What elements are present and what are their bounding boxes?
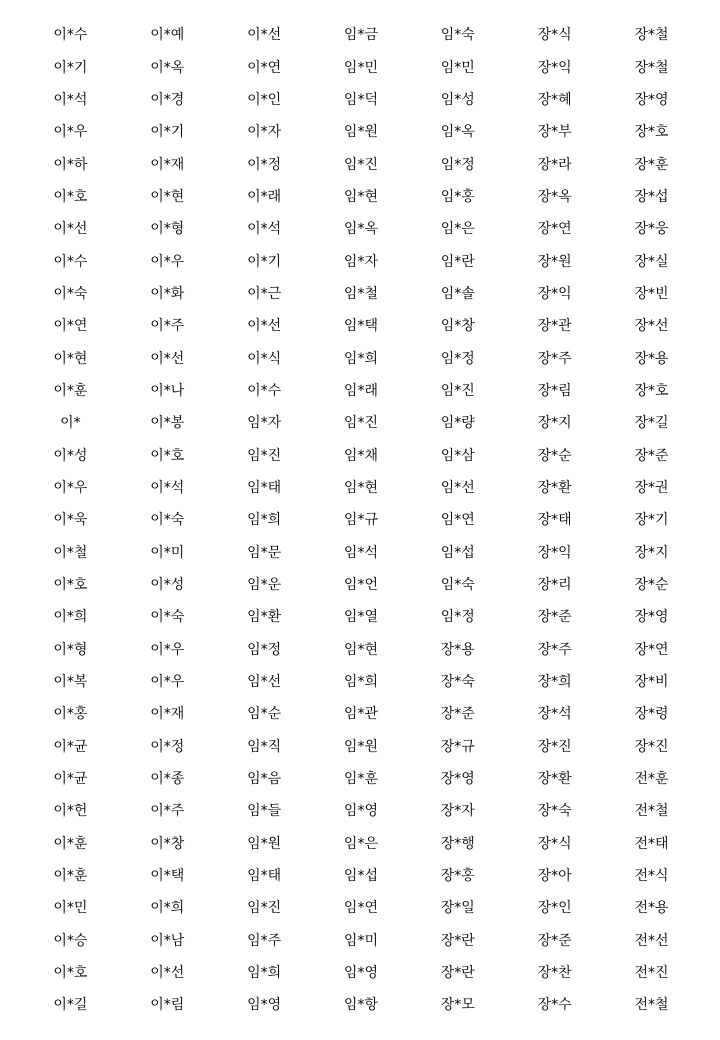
- name-cell: 장*준: [537, 932, 572, 949]
- table-row: [22, 925, 700, 957]
- table-row: [22, 213, 700, 245]
- table-row: [22, 698, 700, 730]
- name-cell: 임*은: [440, 221, 475, 238]
- name-cell: 이*철: [53, 544, 88, 561]
- name-cell: 임*희: [343, 350, 378, 367]
- name-cell: 임*홍: [440, 188, 475, 205]
- table-row: [22, 666, 700, 698]
- name-cell: 임*석: [343, 544, 378, 561]
- name-cell: 이*창: [150, 835, 185, 852]
- name-cell: 장*주: [537, 641, 572, 658]
- name-cell: 장*영: [440, 771, 475, 788]
- name-cell: 장*령: [634, 706, 669, 723]
- name-cell: 장*철: [634, 27, 669, 44]
- table-row: [22, 634, 700, 666]
- name-cell: 임*태: [247, 868, 282, 885]
- name-cell: 장*순: [634, 577, 669, 594]
- name-cell: 임*태: [247, 479, 282, 496]
- name-cell: 임*영: [343, 803, 378, 820]
- name-cell: 장*길: [634, 415, 669, 432]
- name-cell: 임*자: [247, 415, 282, 432]
- name-cell: 장*준: [634, 447, 669, 464]
- name-cell: 전*용: [634, 900, 669, 917]
- name-cell: 장*숙: [537, 803, 572, 820]
- name-cell: 이*정: [247, 156, 282, 173]
- table-row: [22, 245, 700, 277]
- name-cell: 장*숙: [440, 674, 475, 691]
- name-cell: 임*량: [440, 415, 475, 432]
- table-row: [22, 439, 700, 471]
- name-cell: 임*채: [343, 447, 378, 464]
- name-cell: 장*섭: [634, 188, 669, 205]
- name-cell: 이*현: [53, 350, 88, 367]
- name-cell: 이*기: [150, 124, 185, 141]
- name-cell: 임*직: [247, 738, 282, 755]
- name-cell: 이*옥: [150, 59, 185, 76]
- name-cell: 이*선: [150, 350, 185, 367]
- name-cell: 임*숙: [440, 577, 475, 594]
- name-cell: 임*운: [247, 577, 282, 594]
- name-cell: 이*우: [150, 641, 185, 658]
- name-cell: 임*택: [343, 318, 378, 335]
- name-cell: 임*철: [343, 285, 378, 302]
- name-cell: 임*원: [247, 835, 282, 852]
- name-cell: 장*익: [537, 544, 572, 561]
- name-cell: 이*헌: [53, 803, 88, 820]
- name-cell: 이*균: [53, 771, 88, 788]
- name-cell: 임*원: [343, 738, 378, 755]
- name-cell: 이*인: [247, 91, 282, 108]
- name-cell: 이*종: [150, 771, 185, 788]
- name-cell: 이*호: [150, 447, 185, 464]
- name-cell: 임*영: [343, 965, 378, 982]
- name-cell: 장*권: [634, 479, 669, 496]
- name-cell: 장*실: [634, 253, 669, 270]
- name-cell: 전*선: [634, 932, 669, 949]
- name-cell: 장*환: [537, 771, 572, 788]
- name-cell: 이*형: [150, 221, 185, 238]
- name-cell: 이*우: [150, 674, 185, 691]
- name-cell: 이*화: [150, 285, 185, 302]
- name-cell: 임*규: [343, 512, 378, 529]
- name-cell: 이*욱: [53, 512, 88, 529]
- name-cell: 전*식: [634, 868, 669, 885]
- name-cell: 임*희: [247, 512, 282, 529]
- name-cell: 이*자: [247, 124, 282, 141]
- name-cell: 이*성: [150, 577, 185, 594]
- name-cell: 임*환: [247, 609, 282, 626]
- name-cell: 임*현: [343, 188, 378, 205]
- name-cell: 이*예: [150, 27, 185, 44]
- name-cell: 이*복: [53, 674, 88, 691]
- name-cell: 이*수: [247, 382, 282, 399]
- name-cell: 임*미: [343, 932, 378, 949]
- table-row: [22, 601, 700, 633]
- name-cell: 임*정: [440, 609, 475, 626]
- table-row: [22, 375, 700, 407]
- name-cell: 임*희: [343, 674, 378, 691]
- name-cell: 임*진: [247, 447, 282, 464]
- name-cell: 이*선: [247, 318, 282, 335]
- name-cell: 장*수: [537, 997, 572, 1014]
- table-row: [22, 19, 700, 51]
- name-cell: 이*숙: [150, 609, 185, 626]
- name-cell: 이*우: [53, 479, 88, 496]
- name-cell: 장*진: [537, 738, 572, 755]
- name-cell: 임*금: [343, 27, 378, 44]
- name-cell: 장*림: [537, 382, 572, 399]
- name-cell: 이*숙: [150, 512, 185, 529]
- name-cell: 장*찬: [537, 965, 572, 982]
- name-cell: 이*홍: [53, 706, 88, 723]
- name-cell: 장*용: [634, 350, 669, 367]
- table-row: [22, 828, 700, 860]
- name-cell: 장*연: [537, 221, 572, 238]
- name-cell: 장*아: [537, 868, 572, 885]
- name-cell: 장*비: [634, 674, 669, 691]
- name-cell: 장*진: [634, 738, 669, 755]
- table-row: [22, 407, 700, 439]
- name-cell: 이*재: [150, 706, 185, 723]
- name-cell: 임*연: [343, 900, 378, 917]
- name-cell: 임*숙: [440, 27, 475, 44]
- name-cell: 전*진: [634, 965, 669, 982]
- name-cell: 이*기: [53, 59, 88, 76]
- name-cell: 임*문: [247, 544, 282, 561]
- name-cell: 이*연: [53, 318, 88, 335]
- name-cell: 이*우: [150, 253, 185, 270]
- name-grid: [22, 19, 700, 1022]
- name-cell: 이*수: [53, 27, 88, 44]
- name-cell: 이*석: [247, 221, 282, 238]
- name-cell: 이*승: [53, 932, 88, 949]
- name-cell: 장*용: [440, 641, 475, 658]
- table-row: [22, 84, 700, 116]
- name-cell: 장*빈: [634, 285, 669, 302]
- name-cell: 장*영: [634, 91, 669, 108]
- name-cell: 임*삼: [440, 447, 475, 464]
- table-row: [22, 148, 700, 180]
- name-cell: 장*철: [634, 59, 669, 76]
- name-cell: 임*훈: [343, 771, 378, 788]
- name-cell: 이*훈: [53, 835, 88, 852]
- name-cell: 임*옥: [440, 124, 475, 141]
- name-cell: 이*선: [53, 221, 88, 238]
- name-cell: 임*섭: [440, 544, 475, 561]
- name-cell: 임*현: [343, 641, 378, 658]
- name-cell: 임*덕: [343, 91, 378, 108]
- name-cell: 장*순: [537, 447, 572, 464]
- name-cell: 이*기: [247, 253, 282, 270]
- name-cell: 장*라: [537, 156, 572, 173]
- name-cell: 임*원: [343, 124, 378, 141]
- name-cell: 장*부: [537, 124, 572, 141]
- name-cell: 임*진: [440, 382, 475, 399]
- name-cell: 이*형: [53, 641, 88, 658]
- name-cell: 장*리: [537, 577, 572, 594]
- name-cell: 이*훈: [53, 868, 88, 885]
- name-cell: 이*균: [53, 738, 88, 755]
- name-cell: 이*연: [247, 59, 282, 76]
- name-cell: 장*일: [440, 900, 475, 917]
- table-row: [22, 795, 700, 827]
- name-cell: 이*희: [53, 609, 88, 626]
- name-cell: 임*정: [440, 350, 475, 367]
- name-cell: 임*진: [343, 415, 378, 432]
- name-cell: 장*란: [440, 965, 475, 982]
- name-cell: 이*호: [53, 577, 88, 594]
- name-cell: 이*정: [150, 738, 185, 755]
- name-cell: 이*민: [53, 900, 88, 917]
- name-cell: 장*준: [537, 609, 572, 626]
- name-cell: 장*호: [634, 382, 669, 399]
- name-cell: 임*창: [440, 318, 475, 335]
- name-cell: 장*식: [537, 835, 572, 852]
- table-row: [22, 763, 700, 795]
- name-cell: 이*우: [53, 124, 88, 141]
- name-cell: 장*태: [537, 512, 572, 529]
- name-cell: 이*길: [53, 997, 88, 1014]
- name-cell: 장*인: [537, 900, 572, 917]
- name-cell: 임*선: [440, 479, 475, 496]
- table-row: [22, 504, 700, 536]
- name-cell: 장*환: [537, 479, 572, 496]
- name-cell: 이*훈: [53, 382, 88, 399]
- name-cell: 임*자: [343, 253, 378, 270]
- name-cell: 임*순: [247, 706, 282, 723]
- name-cell: 임*언: [343, 577, 378, 594]
- name-cell: 임*민: [440, 59, 475, 76]
- name-cell: 임*진: [247, 900, 282, 917]
- name-cell: 임*정: [247, 641, 282, 658]
- name-cell: 임*음: [247, 771, 282, 788]
- name-cell: 장*선: [634, 318, 669, 335]
- name-cell: 장*익: [537, 59, 572, 76]
- name-cell: 이*래: [247, 188, 282, 205]
- table-row: [22, 537, 700, 569]
- name-cell: 전*태: [634, 835, 669, 852]
- table-row: [22, 989, 700, 1021]
- name-cell: 임*솔: [440, 285, 475, 302]
- name-cell: 이*나: [150, 382, 185, 399]
- name-cell: 임*섭: [343, 868, 378, 885]
- name-cell: 장*연: [634, 641, 669, 658]
- name-cell: 전*철: [634, 997, 669, 1014]
- name-cell: 이*수: [53, 253, 88, 270]
- name-cell: 장*영: [634, 609, 669, 626]
- name-cell: 이*남: [150, 932, 185, 949]
- name-cell: 이*택: [150, 868, 185, 885]
- table-row: [22, 892, 700, 924]
- name-cell: 이*선: [150, 965, 185, 982]
- name-cell: 장*호: [634, 124, 669, 141]
- name-cell: 장*지: [537, 415, 572, 432]
- name-cell: 장*옥: [537, 188, 572, 205]
- table-row: [22, 569, 700, 601]
- name-cell: 이*석: [53, 91, 88, 108]
- table-row: [22, 310, 700, 342]
- name-cell: 이*호: [53, 965, 88, 982]
- name-cell: 장*홍: [440, 868, 475, 885]
- name-cell: 이*현: [150, 188, 185, 205]
- name-cell: 장*웅: [634, 221, 669, 238]
- name-cell: 장*란: [440, 932, 475, 949]
- name-cell: 장*익: [537, 285, 572, 302]
- name-cell: 장*주: [537, 350, 572, 367]
- name-cell: 이*선: [247, 27, 282, 44]
- name-cell: 장*모: [440, 997, 475, 1014]
- name-cell: 임*래: [343, 382, 378, 399]
- name-cell: 임*열: [343, 609, 378, 626]
- name-cell: 장*원: [537, 253, 572, 270]
- name-cell: 장*희: [537, 674, 572, 691]
- name-cell: 장*지: [634, 544, 669, 561]
- name-cell: 장*식: [537, 27, 572, 44]
- name-cell: 장*규: [440, 738, 475, 755]
- table-row: [22, 472, 700, 504]
- name-cell: 이*근: [247, 285, 282, 302]
- name-cell: 이*경: [150, 91, 185, 108]
- table-row: [22, 51, 700, 83]
- name-cell: 임*성: [440, 91, 475, 108]
- name-cell: 이*주: [150, 318, 185, 335]
- name-cell: 임*연: [440, 512, 475, 529]
- name-cell: 장*행: [440, 835, 475, 852]
- name-cell: 임*희: [247, 965, 282, 982]
- name-cell: 이*봉: [150, 415, 185, 432]
- name-grid-body: [22, 19, 700, 1022]
- name-cell: 임*항: [343, 997, 378, 1014]
- name-cell: 임*주: [247, 932, 282, 949]
- table-row: [22, 342, 700, 374]
- table-row: [22, 181, 700, 213]
- table-row: [22, 957, 700, 989]
- table-row: [22, 860, 700, 892]
- name-cell: 이*식: [247, 350, 282, 367]
- table-row: [22, 116, 700, 148]
- name-cell: 이*: [60, 415, 81, 432]
- table-row: [22, 731, 700, 763]
- name-cell: 이*하: [53, 156, 88, 173]
- name-cell: 장*준: [440, 706, 475, 723]
- name-cell: 임*진: [343, 156, 378, 173]
- name-cell: 이*성: [53, 447, 88, 464]
- table-row: [22, 278, 700, 310]
- name-cell: 임*영: [247, 997, 282, 1014]
- name-cell: 이*림: [150, 997, 185, 1014]
- name-cell: 전*훈: [634, 771, 669, 788]
- name-cell: 장*자: [440, 803, 475, 820]
- name-cell: 장*석: [537, 706, 572, 723]
- name-cell: 이*호: [53, 188, 88, 205]
- name-cell: 장*기: [634, 512, 669, 529]
- name-cell: 임*현: [343, 479, 378, 496]
- name-cell: 임*란: [440, 253, 475, 270]
- name-cell: 장*훈: [634, 156, 669, 173]
- name-cell: 임*들: [247, 803, 282, 820]
- name-cell: 임*민: [343, 59, 378, 76]
- name-cell: 이*미: [150, 544, 185, 561]
- name-cell: 임*은: [343, 835, 378, 852]
- name-cell: 이*주: [150, 803, 185, 820]
- name-cell: 임*관: [343, 706, 378, 723]
- name-cell: 임*정: [440, 156, 475, 173]
- name-cell: 장*관: [537, 318, 572, 335]
- name-cell: 이*숙: [53, 285, 88, 302]
- name-cell: 전*철: [634, 803, 669, 820]
- name-cell: 임*옥: [343, 221, 378, 238]
- name-cell: 장*혜: [537, 91, 572, 108]
- name-cell: 이*석: [150, 479, 185, 496]
- name-cell: 이*재: [150, 156, 185, 173]
- name-cell: 임*선: [247, 674, 282, 691]
- name-cell: 이*희: [150, 900, 185, 917]
